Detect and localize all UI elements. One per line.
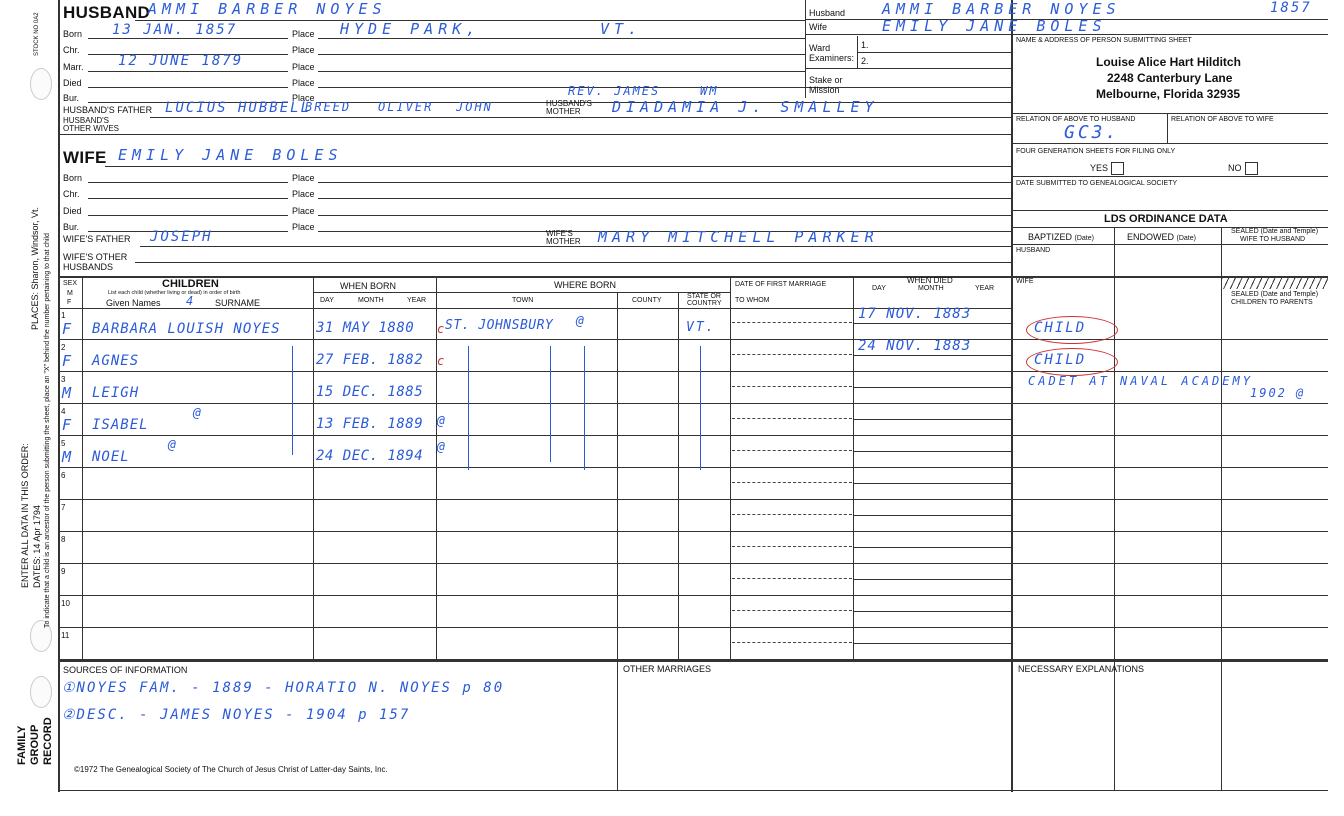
died-rule [853,515,1011,516]
dates-note: DATES: 14 Apr 1794 [32,505,42,588]
husband-mother-label: MOTHER [546,107,581,116]
header-county: COUNTY [632,297,662,304]
row-rule [58,531,1011,532]
relation-wife-label: RELATION OF ABOVE TO WIFE [1171,116,1274,123]
header-town: TOWN [512,297,534,304]
header-where-born: WHERE BORN [554,280,617,290]
header-first-marriage: DATE OF FIRST MARRIAGE [735,281,827,288]
wife-mother-label: MOTHER [546,237,581,246]
header-when-born: WHEN BORN [340,281,396,291]
red-circle-mark [1026,316,1118,344]
lds-row-rule [1011,435,1328,436]
ditto-stroke [584,346,585,470]
wife-chr-place-label: Place [292,189,315,199]
child-ancestor-instruction: To indicate that a child is an ancestor of the person submitting the sheet, place an "X" behind the number pertaining to that child [44,233,51,628]
lds-husband-row: HUSBAND [1016,247,1051,254]
wife-name[interactable]: EMILY JANE BOLES [118,146,343,164]
child-number: 11 [61,631,70,640]
rule [58,276,1328,278]
rule [313,276,314,660]
examiners-label: Examiners: [809,53,855,63]
rule [318,54,805,55]
header-m: M [67,290,73,297]
row-rule [58,435,1011,436]
row-rule [58,403,1011,404]
rule [857,52,1011,53]
baptized-label: BAPTIZED [1028,232,1073,242]
ditto-stroke [468,346,469,470]
wife-mother[interactable]: MARY MITCHELL PARKER [598,228,879,246]
header-given-names: Given Names [106,298,161,308]
no-label: NO [1228,162,1242,173]
husband-mother-label: HUSBAND'S [546,99,592,108]
rule [617,292,618,660]
child-number: 1 [61,311,66,320]
row-rule [58,627,1011,628]
died-rule [853,643,1011,644]
examiner-1: 1. [861,40,869,50]
form-title-record: RECORD [42,717,54,765]
child-number: 2 [61,343,66,352]
header-year: YEAR [407,297,427,304]
died-rule [853,483,1011,484]
rule [318,215,1011,216]
marriage-date-line[interactable] [732,578,852,579]
child-sex[interactable]: M [62,384,74,402]
child-town[interactable]: ST. JOHNSBURY [445,318,554,333]
header-died-month: MONTH [918,285,944,292]
wife-mother-label: WIFE'S [546,229,573,238]
form-title-group: GROUP [29,724,41,765]
husband-father[interactable]: LUCIUS HUBBELL [165,100,312,116]
child-born[interactable]: 24 DEC. 1894 [316,448,424,464]
child-sex[interactable]: F [62,416,74,434]
rule [1011,210,1328,211]
child-born[interactable]: 31 MAY 1880 [316,320,415,336]
child-number: 6 [61,471,66,480]
mission-label: Mission [809,85,840,95]
child-name[interactable]: LEIGH [92,385,140,401]
stock-number: STOCK NO 0A2 [34,12,40,56]
husband-born[interactable]: 13 JAN. 1857 [112,22,238,38]
died-rule [853,579,1011,580]
stake-label: Stake or [809,75,843,85]
child-born[interactable]: 27 FEB. 1882 [316,352,424,368]
header-died-day: DAY [872,285,886,292]
rule [1011,244,1328,245]
rule [318,71,805,72]
rule [82,276,83,660]
marriage-date-line[interactable] [732,322,852,323]
date-submitted-label: DATE SUBMITTED TO GENEALOGICAL SOCIETY [1016,180,1178,187]
header-when-died: WHEN DIED [907,276,953,285]
child-lds-note[interactable]: CHILD [1034,320,1087,336]
rule [318,182,1011,183]
rule [805,68,1011,69]
lds-row-rule [1011,403,1328,404]
rule [318,198,1011,199]
marriage-date-line[interactable] [732,386,852,387]
row-rule [58,595,1011,596]
four-gen-no[interactable] [1228,162,1258,175]
header-children-sub: List each child (whether living or dead) in order of birth [108,290,241,296]
marriage-date-line[interactable] [732,354,852,355]
rule [1011,176,1328,177]
header-state: STATE OR [687,293,721,300]
submitter-street[interactable]: 2248 Canterbury Lane [1107,71,1233,85]
row-rule [58,563,1011,564]
other-marriages-label: OTHER MARRIAGES [623,664,712,674]
at-mark: @ [168,438,178,453]
husband-father-note: OLIVER [378,100,434,114]
lds-row-rule [1011,595,1328,596]
places-note: PLACES: Sharon, Windsor, Vt. [30,206,40,330]
header-day: DAY [320,297,334,304]
rule [105,166,1011,167]
child-name[interactable]: BARBARA LOUISH NOYES [92,321,281,337]
died-rule [853,355,1011,356]
yes-checkbox[interactable] [1111,162,1124,175]
marriage-date-line[interactable] [732,450,852,451]
rule [58,660,1328,662]
wife-bur-place-label: Place [292,222,315,232]
husband-other-wives-label: HUSBAND'S [63,116,109,125]
header-f: F [67,299,72,306]
punch-hole [30,68,52,100]
wife-died-label: Died [63,206,82,216]
rule [88,38,288,39]
lds-title: LDS ORDINANCE DATA [1104,213,1228,225]
wife-died-place-label: Place [292,206,315,216]
rule [318,38,805,39]
ditto-stroke [550,346,551,462]
child-number: 8 [61,535,66,544]
wife-heading: WIFE [63,148,107,167]
died-rule [853,387,1011,388]
husband-marr-place-label: Place [292,62,315,72]
husband-bur-place-label: Place [292,93,315,103]
lds-sealed-children: SEALED (Date and Temple) [1231,291,1319,298]
lds-wife-row: WIFE [1016,278,1034,285]
lds-row-rule [1011,531,1328,532]
rule [1011,143,1328,144]
husband-heading: HUSBAND [63,3,151,22]
rule [617,660,618,790]
header-died-year: YEAR [975,285,995,292]
child-lds-note[interactable]: CADET AT NAVAL ACADEMY [1028,374,1253,388]
died-rule [853,323,1011,324]
submitter-name[interactable]: Louise Alice Hart Hilditch [1096,55,1241,69]
rule [1011,113,1328,114]
top-husband-label: Husband [809,8,846,18]
header-to-whom: TO WHOM [735,297,770,304]
wife-other-husbands-label: HUSBANDS [63,262,114,272]
husband-father-note: WM [700,84,719,98]
rule [678,292,679,660]
rule [88,182,288,183]
source-2[interactable]: ②DESC. - JAMES NOYES - 1904 p 157 [62,707,411,723]
lds-row-rule [1011,627,1328,628]
wife-other-husbands-label: WIFE'S OTHER [63,252,128,262]
red-circle-mark [1026,348,1118,376]
child-number: 7 [61,503,66,512]
top-wife-label: Wife [809,22,827,32]
rule [88,87,288,88]
four-gen-yes[interactable] [1090,162,1124,175]
punch-hole [30,676,52,708]
at-mark: @ [576,314,586,329]
husband-born-label: Born [63,29,83,39]
left-margin [0,0,58,816]
child-born[interactable]: 13 FEB. 1889 [316,416,424,432]
child-state[interactable]: VT. [686,320,716,335]
header-surname: SURNAME [215,298,261,308]
wife-chr-label: Chr. [63,189,80,199]
rule [1167,113,1168,143]
rule [730,276,731,660]
child-mark: c [437,322,447,336]
child-name[interactable]: NOEL [92,449,130,465]
child-sex[interactable]: M [62,448,74,466]
husband-chr-place-label: Place [292,45,315,55]
husband-born-place-label: Place [292,29,315,39]
wife-born-place-label: Place [292,173,315,183]
endowed-label: ENDOWED [1127,232,1174,242]
rule [805,68,806,98]
rule [436,292,730,293]
husband-born-state[interactable]: VT. [600,20,643,38]
rule [313,292,436,293]
husband-name[interactable]: AMMI BARBER NOYES [148,0,387,18]
wife-father[interactable]: JOSEPH [150,229,213,245]
header-month: MONTH [358,297,384,304]
child-died[interactable]: 24 NOV. 1883 [858,338,972,354]
rule [1221,227,1222,790]
submitter-city[interactable]: Melbourne, Florida 32935 [1096,87,1241,101]
husband-father-note: REV. JAMES [568,84,661,98]
rule [318,87,1011,88]
top-husband-value[interactable]: AMMI BARBER NOYES [882,0,1121,18]
husband-died-place-label: Place [292,78,315,88]
child-lds-note[interactable]: CHILD [1034,352,1087,368]
at-mark: @ [193,406,203,421]
submitter-label: NAME & ADDRESS OF PERSON SUBMITTING SHEET [1016,37,1192,44]
relation-husband-label: RELATION OF ABOVE TO HUSBAND [1016,116,1136,123]
husband-father-label: HUSBAND'S FATHER [63,105,153,115]
header-country: COUNTRY [687,300,722,307]
rule [58,134,1011,135]
marriage-date-line[interactable] [732,642,852,643]
source-1[interactable]: ①NOYES FAM. - 1889 - HORATIO N. NOYES p 80 [62,680,505,696]
hatched-cell [1222,277,1328,289]
ditto-stroke [292,346,293,455]
lds-baptized [1028,232,1094,244]
husband-other-wives-label: OTHER WIVES [63,124,120,133]
rule [140,246,1011,247]
lds-sealed-children-2: CHILDREN TO PARENTS [1231,299,1313,306]
child-born[interactable]: 15 DEC. 1885 [316,384,424,400]
husband-mother[interactable]: DIADAMIA J. SMALLEY [612,98,879,116]
relation-husband[interactable]: GC3. [1064,122,1120,143]
copyright: ©1972 The Genealogical Society of The Church of Jesus Christ of Latter-day Saints, Inc. [74,765,388,774]
rule [1114,227,1115,790]
baptized-date-label: (Date) [1074,235,1094,242]
died-rule [853,419,1011,420]
husband-bur-label: Bur. [63,93,80,103]
no-checkbox[interactable] [1245,162,1258,175]
rule [88,71,288,72]
top-wife-value[interactable]: EMILY JANE BOLES [882,17,1107,35]
child-name[interactable]: AGNES [92,353,140,369]
four-gen-label: FOUR GENERATION SHEETS FOR FILING ONLY [1016,148,1176,155]
frame-bottom [58,790,1328,791]
examiner-2: 2. [861,56,869,66]
husband-born-place[interactable]: HYDE PARK, [340,20,481,38]
died-rule [853,547,1011,548]
child-number: 10 [61,599,70,608]
marriage-date-line[interactable] [732,610,852,611]
child-number: 5 [61,439,66,448]
header-children: CHILDREN [162,278,219,290]
lds-sealed-wife: SEALED (Date and Temple) [1231,228,1319,235]
child-sex[interactable]: F [62,320,74,338]
marriage-date-line[interactable] [732,418,852,419]
husband-chr-label: Chr. [63,45,80,55]
child-number: 3 [61,375,66,384]
husband-father-note: JOHN [456,100,493,114]
frame-left [58,0,60,792]
child-number: 9 [61,567,66,576]
enter-all-note: ENTER ALL DATA IN THIS ORDER: [20,443,30,588]
header-sex: SEX [63,280,78,287]
rule [88,198,288,199]
form-title-family: FAMILY [16,725,28,765]
ditto-stroke [700,346,701,470]
rule [805,34,1328,35]
ward-label: Ward [809,43,831,53]
rule [853,276,854,660]
frame-right-section [1011,0,1013,792]
marriage-date-line[interactable] [732,514,852,515]
child-sex[interactable]: F [62,352,74,370]
necessary-explanations-label: NECESSARY EXPLANATIONS [1018,664,1145,674]
yes-label: YES [1090,162,1109,173]
marriage-date-line[interactable] [732,546,852,547]
row-rule [58,499,1011,500]
died-rule [853,611,1011,612]
lds-sealed-wife-2: WIFE TO HUSBAND [1240,236,1306,243]
lds-row-rule [1011,467,1328,468]
husband-father-note: BREED [305,100,352,114]
row-rule [58,467,1011,468]
at-mark: @ [437,414,447,429]
lds-row-rule [1011,499,1328,500]
marriage-date-line[interactable] [732,482,852,483]
at-mark: @ [437,440,447,455]
lds-endowed [1127,232,1196,244]
wife-bur-label: Bur. [63,222,80,232]
husband-died-label: Died [63,78,82,88]
top-husband-year[interactable]: 1857 [1270,0,1312,16]
rule [150,117,1011,118]
at-mark: @ [1296,386,1306,400]
child-died[interactable]: 17 NOV. 1883 [858,306,972,322]
row-rule [58,371,1011,372]
endowed-date-label: (Date) [1176,235,1196,242]
wife-father-label: WIFE'S FATHER [63,234,131,244]
husband-marriage[interactable]: 12 JUNE 1879 [118,53,244,69]
child-lds-note[interactable]: 1902 [1250,386,1287,400]
died-rule [853,451,1011,452]
child-mark: c [437,354,447,368]
wife-born-label: Born [63,173,83,183]
child-name[interactable]: ISABEL [92,417,149,433]
husband-marr-label: Marr. [63,62,84,72]
rule [88,215,288,216]
rule [135,262,1011,263]
child-number: 4 [61,407,66,416]
ancestor-mark: 4 [186,294,196,308]
lds-row-rule [1011,563,1328,564]
sources-label: SOURCES OF INFORMATION [63,665,188,675]
